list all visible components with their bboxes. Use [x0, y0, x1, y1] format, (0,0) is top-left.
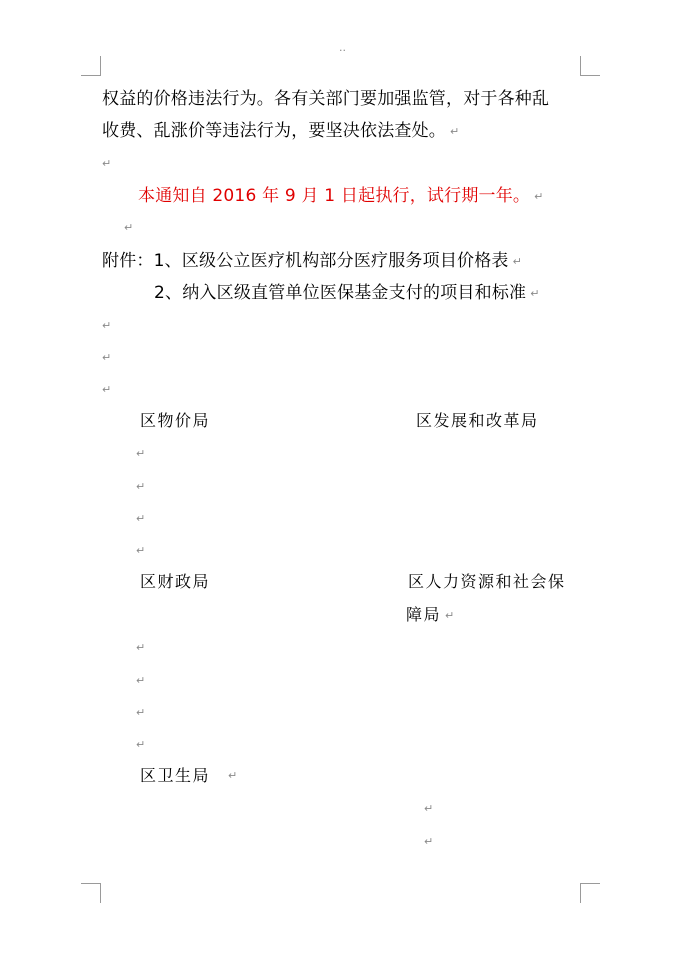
paragraph-mark: ↵: [424, 835, 434, 848]
signature-human-resources-line-1: 区人力资源和社会保: [408, 572, 566, 591]
paragraph-mark: ↵: [445, 609, 456, 622]
paragraph-mark: ↵: [136, 706, 146, 719]
paragraph-mark: ↵: [102, 383, 112, 396]
paragraph-mark: ↵: [228, 769, 238, 782]
paragraph-mark: ↵: [136, 738, 146, 751]
signature-human-resources-line-2: 障局 ↵: [406, 605, 456, 624]
paragraph-mark: ↵: [136, 674, 146, 687]
paragraph-mark: ↵: [102, 351, 112, 364]
signature-health: 区卫生局: [140, 766, 211, 785]
paragraph-mark: ↵: [450, 125, 460, 138]
signature-price-bureau: 区物价局: [140, 411, 211, 430]
attachment-line-1: 附件：1、区级公立医疗机构部分医疗服务项目价格表 ↵: [102, 251, 523, 271]
paragraph-mark: ↵: [424, 802, 434, 815]
paragraph-mark: ↵: [136, 447, 146, 460]
body-line-2: 收费、乱涨价等违法行为，要坚决依法查处。 ↵: [102, 121, 460, 141]
paragraph-mark: ↵: [102, 157, 112, 170]
body-line-1: 权益的价格违法行为。各有关部门要加强监管，对于各种乱: [102, 89, 550, 109]
paragraph-mark: ↵: [512, 255, 523, 268]
paragraph-mark: ↵: [136, 641, 146, 654]
paragraph-mark: ↵: [136, 544, 146, 557]
paragraph-mark: ↵: [136, 480, 146, 493]
paragraph-mark: ↵: [530, 287, 540, 300]
paragraph-mark: ↵: [136, 512, 146, 525]
paragraph-mark: ↵: [124, 221, 134, 234]
signature-finance: 区财政局: [140, 572, 211, 591]
header-mark: ··: [339, 44, 346, 57]
attachment-line-2: 2、纳入区级直管单位医保基金支付的项目和标准 ↵: [154, 283, 540, 303]
effective-date-notice: 本通知自 2016 年 9 月 1 日起执行，试行期一年。 ↵: [138, 186, 544, 206]
signature-development-reform: 区发展和改革局: [416, 411, 539, 430]
paragraph-mark: ↵: [534, 190, 544, 203]
paragraph-mark: ↵: [102, 319, 112, 332]
